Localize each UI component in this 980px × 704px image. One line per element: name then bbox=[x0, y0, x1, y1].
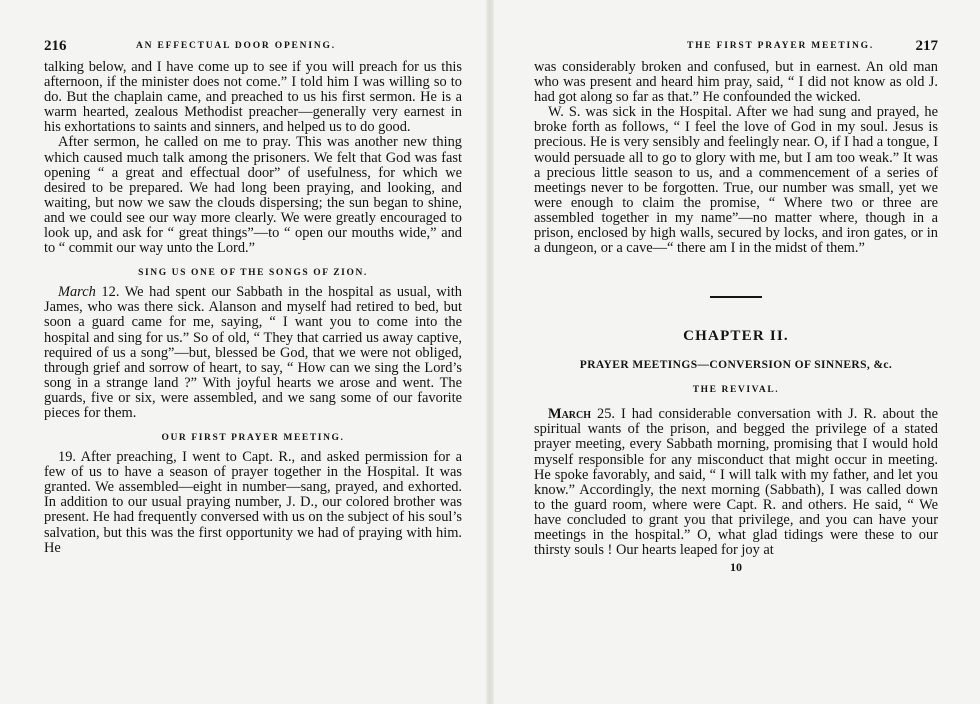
section-heading-songs-of-zion: SING US ONE OF THE SONGS OF ZION. bbox=[138, 268, 368, 279]
section-heading-the-revival: THE REVIVAL. bbox=[692, 385, 780, 396]
running-head-title-left: AN EFFECTUAL DOOR OPENING. bbox=[136, 41, 336, 51]
section-heading-first-prayer-meeting: OUR FIRST PRAYER MEETING. bbox=[161, 433, 345, 444]
date-march-12: March bbox=[58, 284, 96, 301]
running-head-title-right: THE FIRST PRAYER MEETING. bbox=[686, 41, 874, 51]
chapter-title: CHAPTER II. bbox=[683, 328, 789, 345]
signature-mark: 10 bbox=[730, 560, 742, 575]
right-paragraph-2: W. S. was sick in the Hospital. After we had sung and prayed, he broke forth as follows, “ I feel the love of God in my soul. Jesus is precious. He is very sensibly and feelingly near. O, if I had a tongue, I would persuade all to go to glory with me, but I am too weak.” It was a precious little season to us, and a commencement of a series of meetings never to be forgotten. True, our number was small, yet we were enough to claim the promise, “ Where two or three are assembled together in my name”—no matter where, though in a prison, enclosed by high walls, secured by locks, and iron gates, or in a dungeon, or a cave—“ there am I in the midst of them.” bbox=[534, 104, 938, 257]
left-paragraph-4: 19. After preaching, I went to Capt. R., and asked permission for a few of us to have a season of prayer together in the Hospital. It was granted. We assembled—eight in number—sang, prayed, and exhorted. In addition to our usual praying number, J. D., our colored brother was present. He had frequently conversed with us on the subject of his soul’s salvation, but this was the first opportunity we had of praying with him. He bbox=[44, 449, 462, 556]
right-paragraph-1: was considerably broken and confused, but in earnest. An old man who was present and heard him pray, said, “ I did not know as old J. had got along so far as that.” He confounded the wicked. bbox=[534, 59, 938, 106]
left-paragraph-3-text: 12. We had spent our Sabbath in the hospital as usual, with James, who was there sick. Alanson and myself had retired to bed, but soon a guard came for me, saying, “ I want you to come into the hospital and sing for us.” So of old, “ They that carried us away captive, required of us a song”—but, blessed be God, that we were not obliged, through grief and sorrow of heart, to say, “ How can we sing the Lord’s song in a strange land ?” With joyful hearts we arose and went. The guards, five or six, were assembled, and we sang some of our favorite pieces for them. bbox=[44, 284, 462, 421]
left-paragraph-1: talking below, and I have come up to see if you will preach for us this afternoon, if the minister does not come.” I told him I was willing so to do. But the chaplain came, and preached to us his first sermon. He is a warm hearted, zealous Methodist preacher—generally very earnest in his exhortations to saints and sinners, and helped us to do good. bbox=[44, 59, 462, 136]
right-paragraph-3 bbox=[534, 407, 938, 558]
running-header-right bbox=[534, 38, 938, 60]
page-number-left: 216 bbox=[44, 38, 67, 54]
date-march-25: March bbox=[548, 406, 592, 423]
left-paragraph-2: After sermon, he called on me to pray. This was another new thing which caused much talk among the prisoners. We felt that God was fast opening “ a great and effectual door” of usefulness, for which we desired to be prepared. We had long been praying, and looking, and waiting, but now we saw the clouds dispersing; the sun began to shine, and we could see our way more clearly. We were greatly encouraged to look up, and ask for “ great things”—to “ open our mouths wide,” and to “ commit our way unto the Lord.” bbox=[44, 134, 462, 257]
left-paragraph-3 bbox=[44, 285, 462, 421]
right-paragraph-3-text: 25. I had considerable conversation with J. R. about the spiritual wants of the prison, and begged the privilege of a stated prayer meeting, every Sabbath morning, promising that I would hold myself responsible for any misconduct that might occur in meeting. He spoke favorably, and said, “ I will talk with my father, and let you know.” Accordingly, the next morning (Sabbath), I was called down to the guard room, where were Capt. R. and others. He said, “ We have concluded to grant you that privilege, and you can have your meetings in the hospital.” O, what glad tidings were these to our thirsty souls ! Our hearts leaped for joy at bbox=[534, 406, 938, 559]
page-number-right: 217 bbox=[915, 38, 938, 54]
running-header-left bbox=[44, 38, 462, 60]
right-page bbox=[490, 0, 980, 704]
chapter-subtitle: PRAYER MEETINGS—CONVERSION OF SINNERS, &c. bbox=[579, 359, 893, 372]
